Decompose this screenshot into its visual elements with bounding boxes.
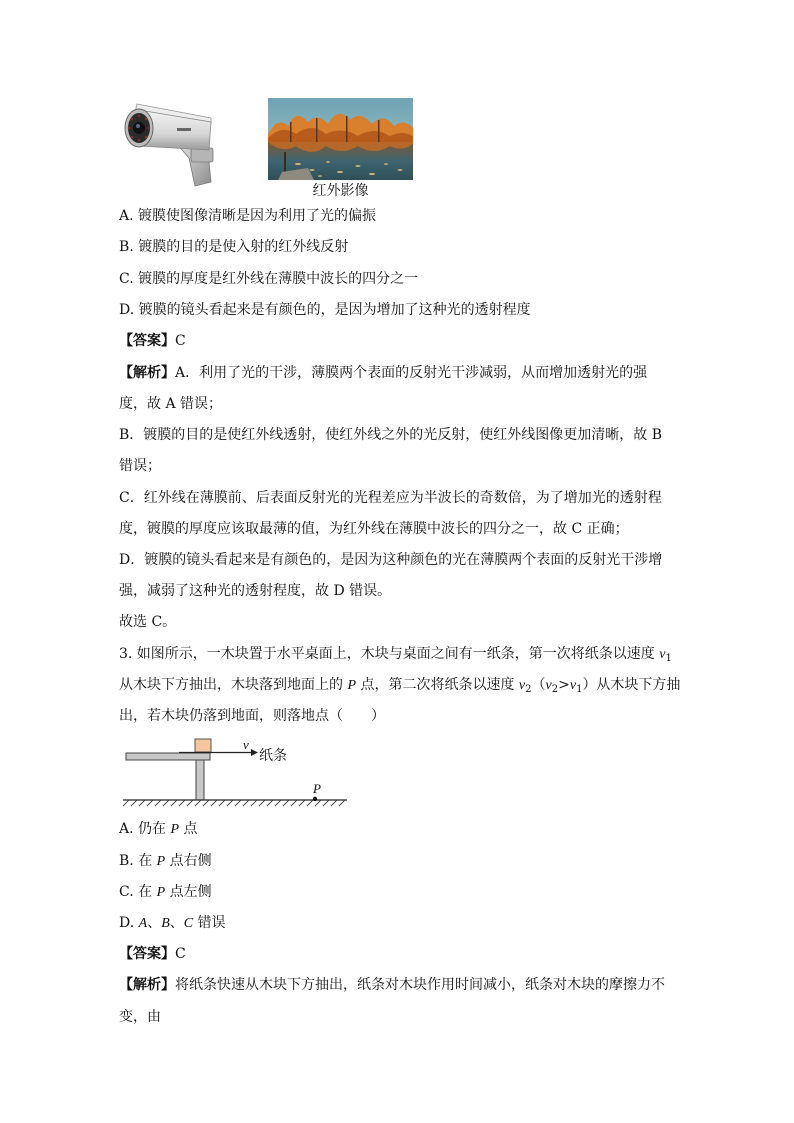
option-text: C. 在 bbox=[119, 884, 157, 900]
q2-analysis-line-6: 度，镀膜的厚度应该取最薄的值，为红外线在薄膜中波长的四分之一，故 C 正确； bbox=[119, 521, 629, 537]
q2-analysis-line-7: D．镀膜的镜头看起来是有颜色的，是因为这种颜色的光在薄膜两个表面的反射光干涉增 bbox=[119, 552, 663, 568]
q3-option-b bbox=[119, 851, 212, 872]
q2-answer bbox=[119, 331, 186, 351]
option-text: A. 仍在 bbox=[119, 821, 171, 837]
q2-analysis-line-5: C．红外线在薄膜前、后表面反射光的光程差应为半波长的奇数倍，为了增加光的透射程 bbox=[119, 490, 662, 506]
q2-option-c: C. 镀膜的厚度是红外线在薄膜中波长的四分之一 bbox=[119, 271, 419, 287]
separator: 、 bbox=[169, 915, 184, 931]
paren-close: ）从木块下方抽 bbox=[582, 677, 681, 693]
q2-analysis-line-1 bbox=[119, 363, 647, 383]
var-sub: 1 bbox=[576, 684, 583, 695]
answer-label: 【答案】 bbox=[119, 333, 175, 349]
q3-stem-line-3: 出，若木块仍落到地面，则落地点（ ） bbox=[119, 708, 385, 724]
q2-option-d: D. 镀膜的镜头看起来是有颜色的，是因为增加了这种光的透射程度 bbox=[119, 302, 531, 318]
var-v2: v bbox=[545, 678, 552, 693]
option-text: B. 在 bbox=[119, 853, 157, 869]
analysis-text: 将纸条快速从木块下方抽出，纸条对木块作用时间减小，纸条对木块的摩擦力不 bbox=[175, 977, 665, 993]
var-v: v bbox=[659, 647, 666, 662]
q3-option-c bbox=[119, 882, 212, 903]
var-b: B bbox=[161, 916, 170, 931]
var-v2: v bbox=[518, 678, 526, 693]
q2-analysis-line-4: 错误； bbox=[119, 458, 161, 474]
var-p: P bbox=[347, 678, 357, 693]
infrared-image bbox=[268, 98, 413, 180]
q3-option-a bbox=[119, 819, 197, 840]
q2-analysis-line-8: 强，减弱了这种光的透射程度，故 D 错误。 bbox=[119, 583, 392, 599]
option-text: 点右侧 bbox=[165, 853, 212, 869]
q2-analysis-line-2: 度，故 A 错误； bbox=[119, 396, 223, 412]
figure-caption: 红外影像 bbox=[312, 183, 369, 199]
var-sub: 1 bbox=[665, 653, 672, 664]
var-sub: 2 bbox=[551, 684, 559, 695]
q3-analysis-line-1 bbox=[119, 975, 665, 995]
q3-answer bbox=[119, 944, 186, 964]
paren-open: （ bbox=[531, 677, 546, 693]
q2-analysis-line-3: B．镀膜的目的是使红外线透射，使红外线之外的光反射，使红外线图像更加清晰，故 B bbox=[119, 427, 663, 443]
var-c: C bbox=[183, 916, 194, 931]
q3-diagram bbox=[119, 736, 351, 810]
var-p: P bbox=[156, 854, 166, 869]
gt-sign: > bbox=[558, 677, 570, 693]
separator: 、 bbox=[147, 915, 162, 931]
analysis-label: 【解析】 bbox=[119, 977, 175, 993]
option-text: 错误 bbox=[193, 915, 226, 931]
var-p: P bbox=[156, 885, 166, 900]
option-text: 点左侧 bbox=[165, 884, 212, 900]
table-leg bbox=[196, 760, 204, 800]
point-p bbox=[313, 797, 317, 801]
security-camera-image bbox=[119, 100, 219, 188]
answer-value: C bbox=[175, 333, 186, 349]
var-a: A bbox=[138, 916, 148, 931]
analysis-label: 【解析】 bbox=[119, 365, 175, 381]
var-sub: 2 bbox=[525, 684, 532, 695]
q2-analysis-line-9: 故选 C。 bbox=[119, 614, 177, 630]
answer-label: 【答案】 bbox=[119, 946, 175, 962]
strip-label: 纸条 bbox=[259, 748, 287, 764]
q3-analysis-line-2: 变，由 bbox=[119, 1009, 161, 1025]
p-label: P bbox=[313, 781, 321, 796]
var-v1: v bbox=[569, 678, 577, 693]
answer-value: C bbox=[175, 946, 186, 962]
table-top bbox=[126, 753, 210, 760]
analysis-text: A．利用了光的干涉，薄膜两个表面的反射光干涉减弱，从而增加透射光的强 bbox=[175, 365, 648, 381]
stem-text: 从木块下方抽出，木块落到地面上的 bbox=[119, 677, 348, 693]
q3-option-d bbox=[119, 913, 226, 934]
q2-option-a: A. 镀膜使图像清晰是因为利用了光的偏振 bbox=[119, 208, 377, 224]
option-text: D. bbox=[119, 915, 139, 931]
q2-option-b: B. 镀膜的目的是使入射的红外线反射 bbox=[119, 239, 349, 255]
q3-stem-line-1 bbox=[119, 644, 672, 669]
var-p: P bbox=[170, 822, 180, 837]
q3-stem-line-2 bbox=[119, 675, 680, 700]
v-label: v bbox=[243, 737, 249, 752]
arrow-head bbox=[251, 749, 258, 756]
stem-text: 3. 如图所示，一木块置于水平桌面上，木块与桌面之间有一纸条，第一次将纸条以速度 bbox=[119, 646, 660, 662]
stem-text: 点，第二次将纸条以速度 bbox=[356, 677, 519, 693]
wood-block bbox=[195, 739, 211, 752]
option-text: 点 bbox=[179, 821, 198, 837]
